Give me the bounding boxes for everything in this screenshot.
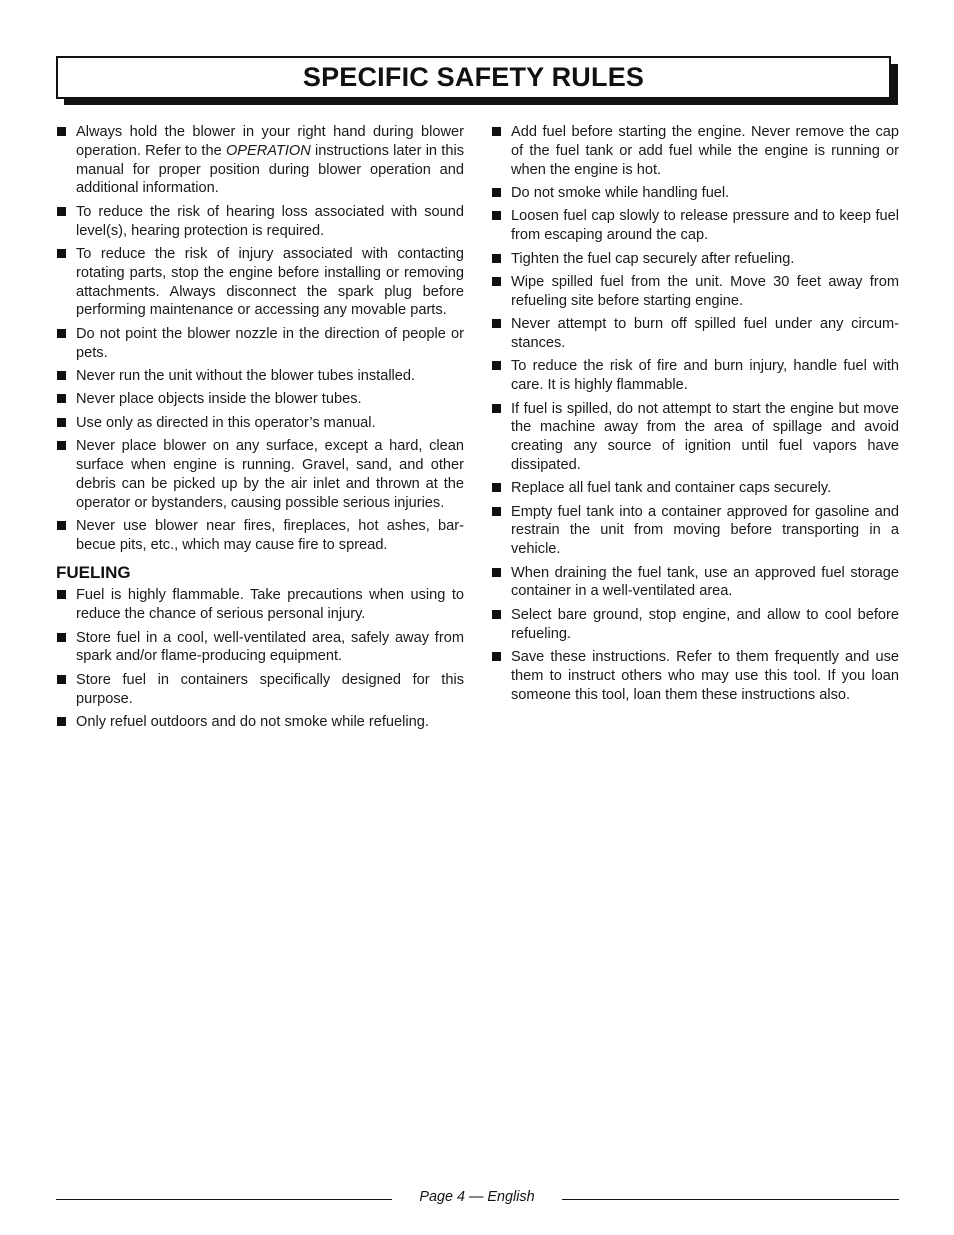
list-item-text: To reduce the risk of hearing loss associated with sound level(s), hearing protection is required. xyxy=(76,203,464,239)
list-item-text: Tighten the fuel cap securely after refueling. xyxy=(511,250,795,267)
square-bullet-icon xyxy=(57,249,66,258)
list-item-text: Never attempt to burn off spilled fuel under any circumstances. xyxy=(511,316,899,351)
list-item-text: Wipe spilled fuel from the unit. Move 30 feet away from refueling site before starting engine. xyxy=(511,273,899,309)
list-item xyxy=(491,400,899,475)
title-banner-box xyxy=(56,56,891,99)
list-item xyxy=(56,713,464,732)
square-bullet-icon xyxy=(492,568,501,577)
list-item-text: Never use blower near fires, fireplaces, hot ashes, barbecue pits, etc., which may cause fire to spread. xyxy=(76,517,464,553)
square-bullet-icon xyxy=(57,441,66,450)
page-title-banner xyxy=(56,56,899,106)
square-bullet-icon xyxy=(57,675,66,684)
list-item xyxy=(56,367,464,386)
list-item-text: Empty fuel tank into a container approved for gasoline and restrain the unit from moving before transporting in a vehicle. xyxy=(511,503,899,558)
square-bullet-icon xyxy=(57,717,66,726)
square-bullet-icon xyxy=(57,329,66,338)
list-item xyxy=(491,606,899,644)
list-item-emphasis: OPERATION xyxy=(225,142,311,159)
footer-rule-right xyxy=(562,1199,899,1200)
page-footer xyxy=(56,1186,899,1210)
list-item xyxy=(56,245,464,320)
square-bullet-icon xyxy=(492,127,501,136)
square-bullet-icon xyxy=(492,507,501,516)
list-item xyxy=(491,123,899,179)
square-bullet-icon xyxy=(57,394,66,403)
right-column xyxy=(491,123,899,709)
square-bullet-icon xyxy=(492,361,501,370)
square-bullet-icon xyxy=(57,590,66,599)
list-item xyxy=(491,357,899,395)
list-item xyxy=(491,184,899,203)
list-item-text: When draining the fuel tank, use an approved fuel storage container in a well-ventilated area. xyxy=(511,564,899,600)
list-item-text: Loosen fuel cap slowly to release pressure and to keep fuel from escaping around the cap. xyxy=(511,208,899,244)
square-bullet-icon xyxy=(492,188,501,197)
list-item-text: Never place objects inside the blower tubes. xyxy=(76,391,362,408)
list-item-text: To reduce the risk of fire and burn injury, handle fuel with care. It is highly flammable. xyxy=(511,358,899,394)
list-item xyxy=(56,390,464,409)
fuel-handling-list xyxy=(491,123,899,704)
square-bullet-icon xyxy=(57,127,66,136)
list-item-text: Fuel is highly flammable. Take precautions when using to reduce the chance of serious personal injury. xyxy=(76,587,464,623)
square-bullet-icon xyxy=(492,404,501,413)
square-bullet-icon xyxy=(492,652,501,661)
fueling-list xyxy=(56,586,464,731)
list-item-text: Always hold the blower in your right hand during blower operation. Refer to the xyxy=(76,124,464,159)
list-item-text: To reduce the risk of injury associated with contacting rotating parts, stop the engine before installing or removing attachments. Always disconnect the spark plug before performing maintenance or accessing any movable parts. xyxy=(76,245,464,319)
square-bullet-icon xyxy=(492,483,501,492)
list-item xyxy=(491,250,899,269)
square-bullet-icon xyxy=(57,418,66,427)
list-item-text: Replace all fuel tank and container caps securely. xyxy=(511,480,832,497)
square-bullet-icon xyxy=(492,254,501,263)
list-item xyxy=(56,123,464,198)
list-item xyxy=(56,325,464,363)
square-bullet-icon xyxy=(492,610,501,619)
square-bullet-icon xyxy=(492,211,501,220)
list-item-text: Never place blower on any surface, except a hard, clean surface when engine is running. Gravel, sand, and other debris can be picked up by the air inlet and thrown at the operator or bystanders, causing possible serious injuries. xyxy=(76,438,464,511)
list-item xyxy=(491,479,899,498)
list-item-text: Store fuel in containers specifically designed for this purpose. xyxy=(76,671,464,707)
list-item xyxy=(491,207,899,245)
square-bullet-icon xyxy=(57,207,66,216)
list-item xyxy=(491,273,899,311)
list-item xyxy=(491,315,899,353)
list-item-text: instructions later in this manual for proper position during blower operation and additional information. xyxy=(76,142,464,197)
list-item xyxy=(56,517,464,555)
list-item-text: Select bare ground, stop engine, and allow to cool before refueling. xyxy=(511,606,899,642)
list-item-text: Only refuel outdoors and do not smoke while refueling. xyxy=(76,714,429,731)
list-item xyxy=(491,503,899,559)
list-item xyxy=(491,648,899,704)
list-item xyxy=(56,671,464,709)
fueling-heading: FUELING xyxy=(56,563,131,583)
list-item xyxy=(56,203,464,241)
list-item xyxy=(56,629,464,667)
square-bullet-icon xyxy=(57,521,66,530)
list-item xyxy=(56,414,464,433)
square-bullet-icon xyxy=(492,277,501,286)
list-item-text: Do not smoke while handling fuel. xyxy=(511,184,730,201)
list-item xyxy=(491,564,899,602)
square-bullet-icon xyxy=(57,633,66,642)
left-column xyxy=(56,123,464,736)
list-item xyxy=(56,586,464,624)
square-bullet-icon xyxy=(57,371,66,380)
list-item-text: Use only as directed in this operator’s manual. xyxy=(76,414,376,431)
list-item-text: Store fuel in a cool, well-ventilated area, safely away from spark and/or flame-producing equipment. xyxy=(76,629,464,665)
general-safety-list xyxy=(56,123,464,554)
footer-rule-left xyxy=(56,1199,392,1200)
page-title: SPECIFIC SAFETY RULES xyxy=(302,62,645,92)
list-item-text: Never run the unit without the blower tubes installed. xyxy=(76,367,416,384)
list-item-text: Do not point the blower nozzle in the direction of people or pets. xyxy=(76,325,464,361)
square-bullet-icon xyxy=(492,319,501,328)
list-item-text: Save these instructions. Refer to them frequently and use them to instruct others who may use this tool. If you loan someone this tool, loan them these instructions also. xyxy=(511,649,899,703)
list-item-text: If fuel is spilled, do not attempt to start the engine but move the machine away from the area of spillage and avoid creating any source of ignition until fuel vapors have dissipated. xyxy=(511,400,899,473)
list-item-text: Add fuel before starting the engine. Never remove the cap of the fuel tank or add fuel while the engine is running or when the engine is hot. xyxy=(511,124,899,178)
page-number-label: Page 4 — English xyxy=(419,1189,535,1205)
list-item xyxy=(56,437,464,512)
